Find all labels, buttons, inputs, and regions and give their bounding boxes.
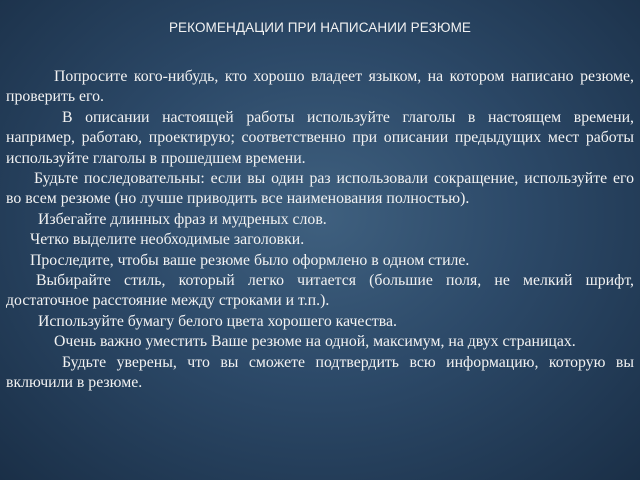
tip-paper: Используйте бумагу белого цвета хорошего качества.: [38, 312, 397, 330]
tip-length: Очень важно уместить Ваше резюме на одной, максимум, на двух страницах.: [54, 333, 576, 351]
tip-one-style: Проследите, чтобы ваше резюме было оформлено в одном стиле.: [30, 251, 470, 269]
tip-headings: Четко выделите необходимые заголовки.: [30, 231, 305, 249]
tip-verb-tense: В описании настоящей работы используйте глаголы в настоящем времени, например, работаю, проектирую; соответственно при описании предыдущих мест работы используйте глаголы в прошедшем времени.: [6, 108, 634, 167]
slide-body: [6, 67, 634, 394]
tip-proofread: Попросите кого-нибудь, кто хорошо владеет языком, на котором написано резюме, проверить его.: [6, 68, 634, 106]
tip-avoid-long-phrases: Избегайте длинных фраз и мудреных слов.: [38, 210, 327, 228]
tip-readable-style: Выбирайте стиль, который легко читается (большие поля, не мелкий шрифт, достаточное расстояние между строками и т.п.).: [6, 272, 634, 310]
tip-verify: Будьте уверены, что вы сможете подтвердить всю информацию, которую вы включили в резюме.: [6, 353, 634, 392]
slide-title: РЕКОМЕНДАЦИИ ПРИ НАПИСАНИИ РЕЗЮМЕ: [168, 20, 472, 35]
tip-consistency: Будьте последовательны: если вы один раз использовали сокращение, используйте его во всем резюме (но лучше приводить все наименования полностью).: [6, 170, 634, 208]
